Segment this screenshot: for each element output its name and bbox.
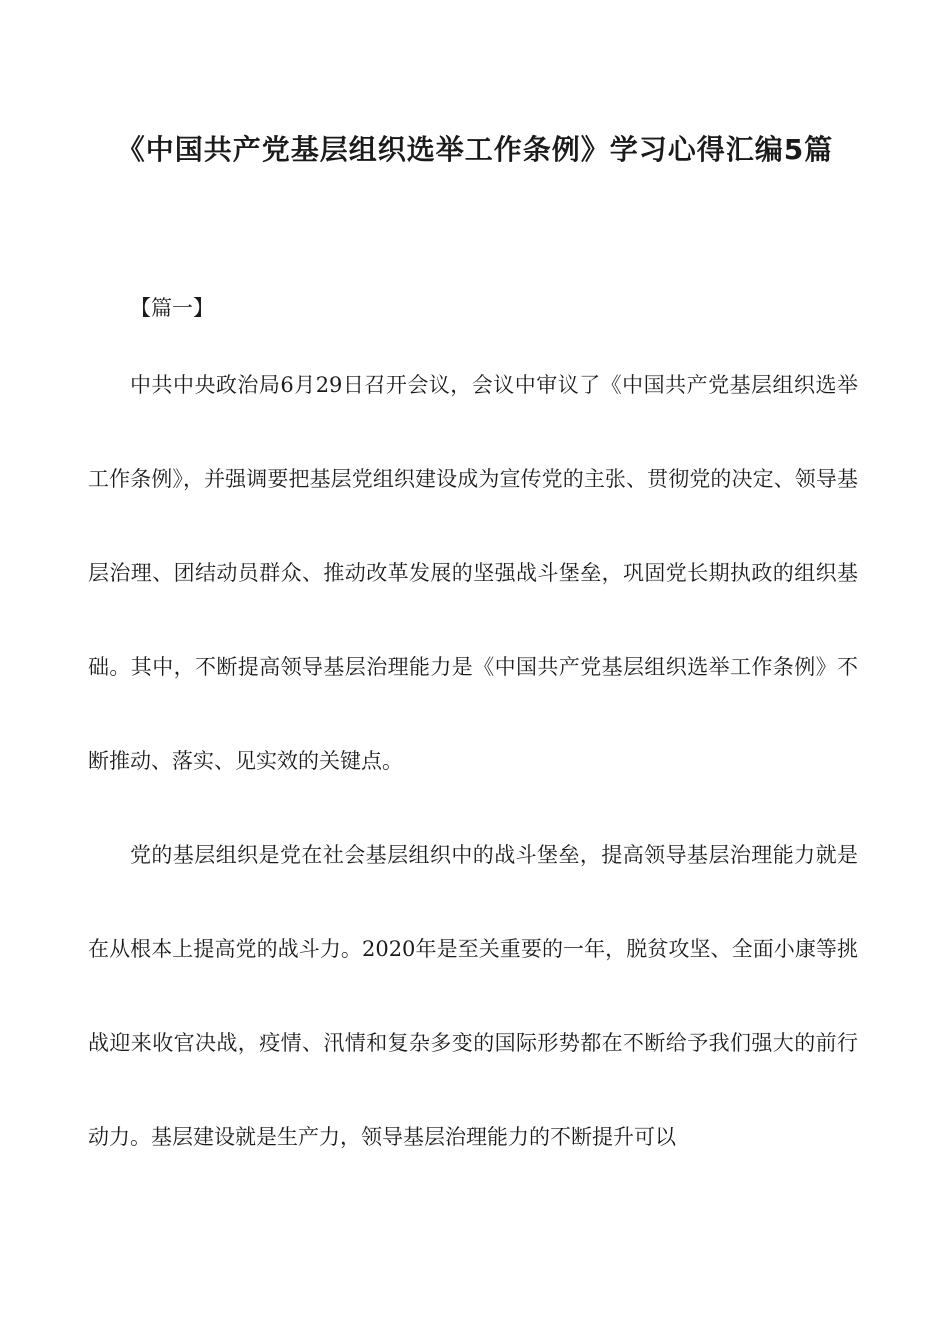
body-paragraph: 中共中央政治局6月29日召开会议，会议中审议了《中国共产党基层组织选举工作条例》，并强调要把基层党组织建设成为宣传党的主张、贯彻党的决定、领导基层治理、团结动员群众、推动改革发展的坚强战斗堡垒，巩固党长期执政的组织基础。其中，不断提高领导基层治理能力是《中国共产党基层组织选举工作条例》不断推动、落实、见实效的关键点。 [88,373,858,773]
document-title: 《中国共产党基层组织选举工作条例》学习心得汇编5篇 [116,133,834,166]
section-label: 【篇一】 [130,296,214,320]
body-paragraph: 党的基层组织是党在社会基层组织中的战斗堡垒，提高领导基层治理能力就是在从根本上提高党的战斗力。2020年是至关重要的一年，脱贫攻坚、全面小康等挑战迎来收官决战，疫情、汛情和复杂多变的国际形势都在不断给予我们强大的前行动力。基层建设就是生产力，领导基层治理能力的不断提升可以 [88,843,858,1149]
